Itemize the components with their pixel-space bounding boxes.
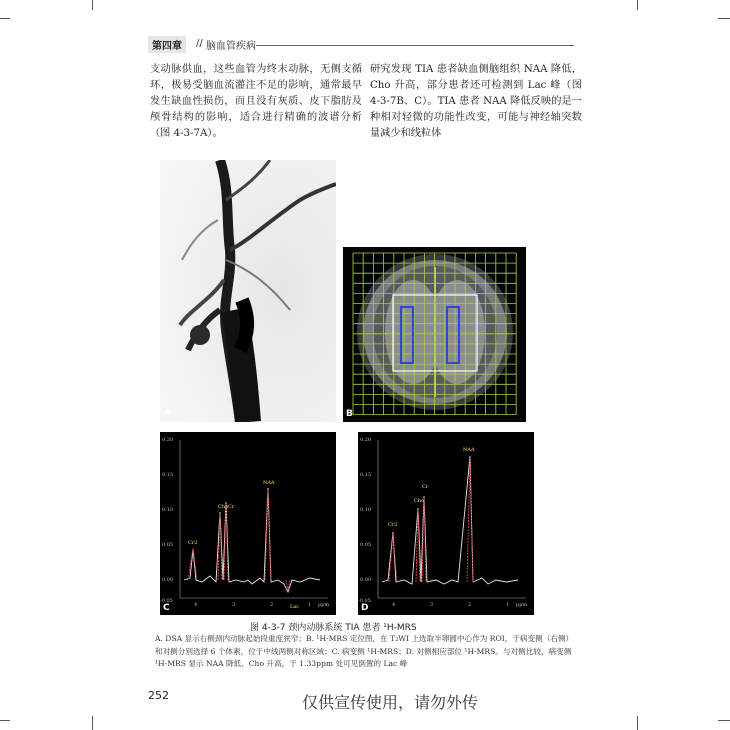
crop-mark xyxy=(718,18,730,19)
body-text-right: 研究发现 TIA 患者缺血侧脑组织 NAA 降低，Cho 升高，部分患者还可检测到 Lac 峰（图 4-3-7B、C）。TIA 患者 NAA 降低反映的是一种相对轻微的功能性改变，可能与神经轴突数量减少和线粒体 xyxy=(370,64,582,139)
page-number: 252 xyxy=(148,689,169,702)
y-tick: 0.15 xyxy=(360,472,372,478)
peak-label-naa: NAA xyxy=(263,480,275,486)
running-header xyxy=(148,36,574,52)
panel-label-a: A xyxy=(164,408,171,418)
y-tick: 0.00 xyxy=(162,577,174,583)
y-tick: 0.05 xyxy=(162,542,174,548)
header-rule xyxy=(256,45,574,46)
y-tick: 0.10 xyxy=(162,507,174,513)
mrs-spectrum-d xyxy=(358,432,534,615)
x-unit: ppm xyxy=(318,602,330,608)
peak-label-cr: Cr xyxy=(422,484,429,490)
peak-label-cr: Cr xyxy=(228,504,235,510)
section-label: 脑血管疾病 xyxy=(206,41,256,52)
x-tick: 1 xyxy=(506,602,510,608)
y-tick: -0.05 xyxy=(160,598,173,604)
mrs-spectrum-c xyxy=(160,432,336,615)
y-tick: 0.20 xyxy=(162,437,174,443)
peak-label-naa: NAA xyxy=(463,447,475,453)
figure-panel-c-spectrum xyxy=(160,432,336,615)
figure-panel-d-spectrum xyxy=(358,432,534,615)
crop-mark xyxy=(0,18,10,19)
body-text-left: 支动脉供血，这些血管为终末动脉，无侧支循环，极易受脑血流灌注不足的影响，通常最早发生缺血性损伤，而且没有灰质、皮下脂肪及颅骨结构的影响，适合进行精确的波谱分析（图 4-3-7A）。 xyxy=(150,64,362,139)
peak-label-cr2: Cr2 xyxy=(388,522,398,528)
watermark-text: 仅供宣传使用，请勿外传 xyxy=(301,693,478,712)
mri-localizer-image xyxy=(343,247,526,422)
peak-label-cr2: Cr2 xyxy=(188,540,198,546)
x-tick: 3 xyxy=(232,602,236,608)
panel-label-b: B xyxy=(346,409,353,419)
y-tick: 0.10 xyxy=(360,507,372,513)
chapter-label: 第四章 xyxy=(148,36,186,53)
crop-mark xyxy=(0,720,10,721)
peak-label-cho: Cho xyxy=(414,498,425,504)
x-tick: 2 xyxy=(270,602,274,608)
x-tick: 1 xyxy=(308,602,312,608)
figure-panel-b-localizer xyxy=(343,247,526,422)
crop-mark xyxy=(92,0,105,10)
panel-label-c: C xyxy=(163,603,170,613)
y-tick: 0.00 xyxy=(360,577,372,583)
header-separator: // xyxy=(196,38,203,49)
panel-label-d: D xyxy=(361,603,369,613)
x-tick: 2 xyxy=(468,602,472,608)
peak-label-cho: Cho xyxy=(218,504,229,510)
crop-mark xyxy=(637,0,650,10)
y-tick: -0.05 xyxy=(358,598,371,604)
crop-mark xyxy=(92,716,105,730)
crop-mark xyxy=(718,720,730,721)
figure-caption: A. DSA 显示右侧颈内动脉起始段重度狭窄；B. ¹H-MRS 定位图，在 T₂WI 上选取半卵圆中心作为 ROI，于病变侧（右侧）和对侧分别选择 6 个体素，位于中线两侧对称区域；C. 病变侧 ¹H-MRS；D. 对侧相应部位 ¹H-MRS。与对侧比较，病变侧 ¹H-MRS 显示 NAA 降低、Cho 升高，于 1.33ppm 处可见倒置的 Lac 峰 xyxy=(155,634,574,668)
figure-panel-a-dsa xyxy=(160,160,336,422)
y-tick: 0.15 xyxy=(162,472,174,478)
x-unit: ppm xyxy=(516,602,528,608)
crop-mark xyxy=(637,716,650,730)
peak-label-lac: Lac xyxy=(290,604,300,610)
x-tick: 4 xyxy=(194,602,198,608)
x-tick: 3 xyxy=(430,602,434,608)
figure-title: 图 4-3-7 颈内动脉系统 TIA 患者 ¹H-MRS xyxy=(250,623,417,633)
dsa-image xyxy=(160,160,336,422)
y-tick: 0.05 xyxy=(360,542,372,548)
y-tick: 0.20 xyxy=(360,437,372,443)
x-tick: 4 xyxy=(392,602,396,608)
